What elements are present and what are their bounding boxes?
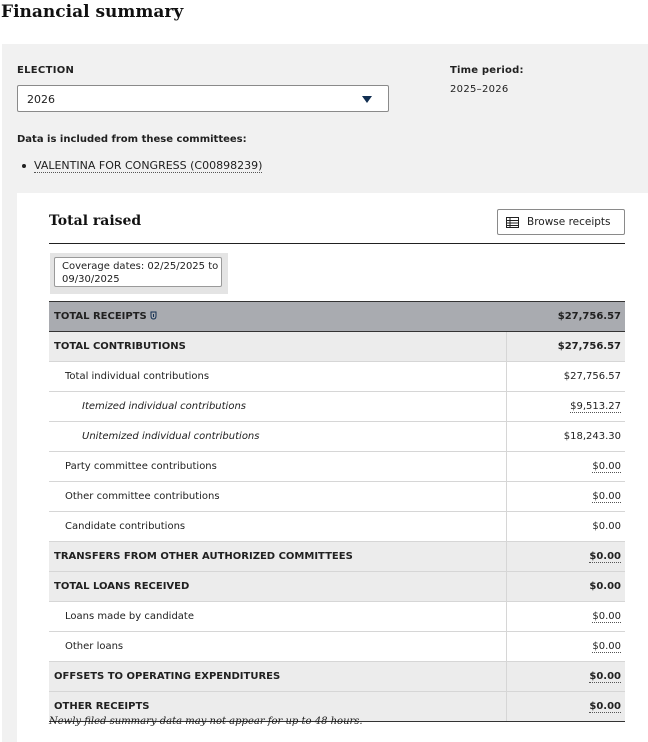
table-row: [49, 332, 625, 362]
bullet-icon: [22, 164, 26, 168]
footnote: Newly filed summary data may not appear for up to 48 hours.: [49, 716, 363, 727]
chevron-down-icon: [362, 96, 372, 103]
table-icon: [506, 217, 519, 228]
receipts-summary-table: [49, 301, 625, 722]
browse-receipts-label: Browse receipts: [527, 216, 611, 228]
row-amount: $27,756.57: [507, 302, 626, 332]
page-title: Financial summary: [1, 2, 184, 22]
time-period-value: 2025–2026: [450, 84, 509, 95]
row-label: TOTAL CONTRIBUTIONS: [49, 332, 507, 362]
table-row: [49, 452, 625, 482]
row-amount: $27,756.57: [507, 332, 626, 362]
row-amount: $0.00: [507, 572, 626, 602]
row-amount-link[interactable]: $0.00: [507, 632, 626, 662]
coverage-dates-line-2: 09/30/2025: [62, 274, 120, 285]
row-label: Other committee contributions: [49, 482, 507, 512]
row-amount-link[interactable]: $0.00: [507, 452, 626, 482]
row-label: Itemized individual contributions: [49, 392, 507, 422]
row-label: Loans made by candidate: [49, 602, 507, 632]
table-row: [49, 362, 625, 392]
row-amount: $0.00: [507, 512, 626, 542]
row-label: TOTAL LOANS RECEIVED: [49, 572, 507, 602]
row-label: Unitemized individual contributions: [49, 422, 507, 452]
row-amount-link[interactable]: $0.00: [507, 692, 626, 722]
row-label: TOTAL RECEIPTS: [49, 302, 507, 332]
title-divider: [49, 243, 625, 244]
election-select-value: 2026: [27, 93, 55, 106]
table-row: [49, 482, 625, 512]
row-amount: $27,756.57: [507, 362, 626, 392]
table-row: [49, 632, 625, 662]
row-amount-link[interactable]: $0.00: [507, 542, 626, 572]
committee-link[interactable]: VALENTINA FOR CONGRESS (C00898239): [34, 159, 263, 172]
table-row: [49, 422, 625, 452]
row-label: TRANSFERS FROM OTHER AUTHORIZED COMMITTEES: [49, 542, 507, 572]
browse-receipts-button[interactable]: [497, 209, 625, 235]
row-amount-link[interactable]: $0.00: [507, 482, 626, 512]
row-amount-link[interactable]: $0.00: [507, 662, 626, 692]
coverage-dates-wrapper: [50, 253, 228, 294]
table-row: [49, 602, 625, 632]
row-amount: $18,243.30: [507, 422, 626, 452]
table-row: [49, 392, 625, 422]
row-label: Party committee contributions: [49, 452, 507, 482]
row-amount-link[interactable]: $9,513.27: [507, 392, 626, 422]
row-label: OFFSETS TO OPERATING EXPENDITURES: [49, 662, 507, 692]
total-raised-card: [17, 193, 648, 742]
table-row: [49, 542, 625, 572]
election-label: ELECTION: [17, 65, 75, 76]
election-select[interactable]: [17, 85, 389, 112]
table-row: [49, 302, 625, 332]
table-row: [49, 572, 625, 602]
row-label: Other loans: [49, 632, 507, 662]
coverage-dates-line-1: Coverage dates: 02/25/2025 to: [62, 261, 219, 272]
time-period-label: Time period:: [450, 65, 524, 76]
table-row: [49, 512, 625, 542]
row-label: Total individual contributions: [49, 362, 507, 392]
card-title: Total raised: [49, 213, 142, 229]
committee-list-item: [22, 159, 262, 173]
committees-label: Data is included from these committees:: [17, 134, 247, 145]
row-amount-link[interactable]: $0.00: [507, 602, 626, 632]
info-icon[interactable]: [150, 311, 157, 320]
row-label: Candidate contributions: [49, 512, 507, 542]
coverage-dates-box: [54, 257, 222, 287]
row-label: OTHER RECEIPTS: [49, 692, 507, 722]
table-row: [49, 662, 625, 692]
